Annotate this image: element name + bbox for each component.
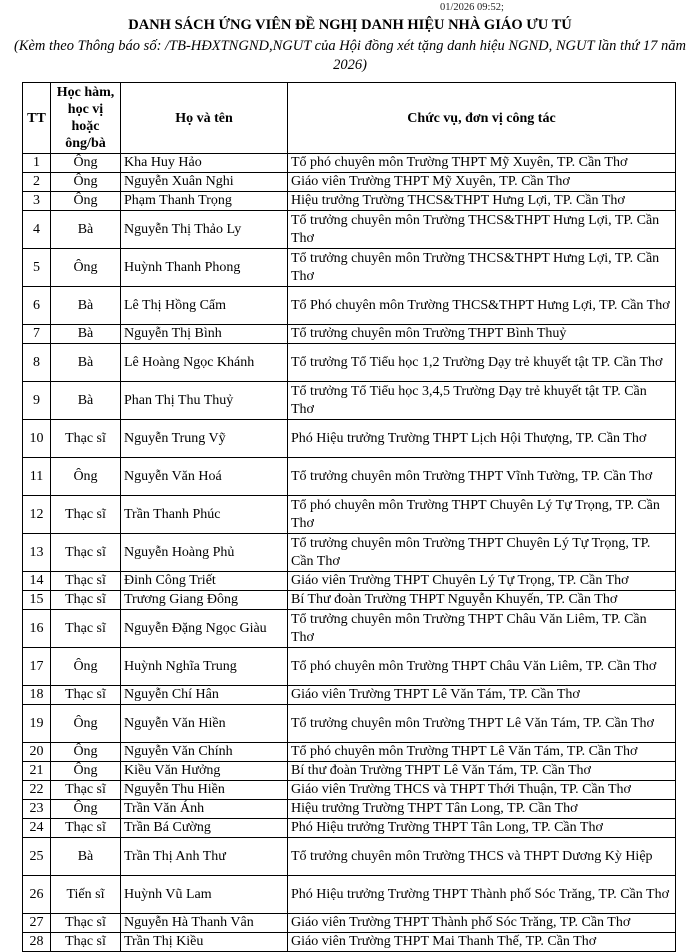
table-row — [23, 648, 676, 686]
cell-position: Giáo viên Trường THPT Mai Thanh Thế, TP. Cần Thơ — [288, 933, 676, 952]
cell-position: Giáo viên Trường THPT Thành phố Sóc Trăng, TP. Cần Thơ — [288, 914, 676, 933]
cell-position: Tổ trưởng Tổ Tiểu học 3,4,5 Trường Dạy trẻ khuyết tật TP. Cần Thơ — [288, 382, 676, 420]
table-row — [23, 325, 676, 344]
cell-name: Nguyễn Hà Thanh Vân — [121, 914, 288, 933]
cell-title: Bà — [51, 344, 121, 382]
cell-title: Thạc sĩ — [51, 819, 121, 838]
cell-tt: 25 — [23, 838, 51, 876]
cell-name: Nguyễn Đặng Ngọc Giàu — [121, 610, 288, 648]
cell-title: Bà — [51, 211, 121, 249]
table-row — [23, 287, 676, 325]
table-row — [23, 154, 676, 173]
cell-position: Phó Hiệu trưởng Trường THPT Tân Long, TP. Cần Thơ — [288, 819, 676, 838]
cell-tt: 28 — [23, 933, 51, 952]
header-position: Chức vụ, đơn vị công tác — [288, 83, 676, 154]
cell-position: Tổ trưởng chuyên môn Trường THCS&THPT Hưng Lợi, TP. Cần Thơ — [288, 249, 676, 287]
header-title: Học hàm, học vị hoặc ông/bà — [51, 83, 121, 154]
table-row — [23, 610, 676, 648]
cell-tt: 7 — [23, 325, 51, 344]
cell-title: Thạc sĩ — [51, 591, 121, 610]
cell-tt: 9 — [23, 382, 51, 420]
cell-title: Ông — [51, 762, 121, 781]
table-row — [23, 420, 676, 458]
table-row — [23, 458, 676, 496]
cell-tt: 5 — [23, 249, 51, 287]
cell-title: Ông — [51, 249, 121, 287]
cell-position: Phó Hiệu trưởng Trường THPT Lịch Hội Thượng, TP. Cần Thơ — [288, 420, 676, 458]
cell-tt: 27 — [23, 914, 51, 933]
table-row — [23, 249, 676, 287]
cell-position: Hiệu trưởng Trường THCS&THPT Hưng Lợi, TP. Cần Thơ — [288, 192, 676, 211]
cell-position: Tổ phó chuyên môn Trường THPT Chuyên Lý Tự Trọng, TP. Cần Thơ — [288, 496, 676, 534]
cell-title: Bà — [51, 287, 121, 325]
cell-tt: 11 — [23, 458, 51, 496]
cell-name: Nguyễn Văn Hoá — [121, 458, 288, 496]
document-title: DANH SÁCH ỨNG VIÊN ĐỀ NGHỊ DANH HIỆU NHÀ GIÁO ƯU TÚ — [128, 17, 572, 33]
cell-position: Tổ phó chuyên môn Trường THPT Lê Văn Tám, TP. Cần Thơ — [288, 743, 676, 762]
cell-title: Ông — [51, 743, 121, 762]
cell-title: Ông — [51, 173, 121, 192]
cell-tt: 17 — [23, 648, 51, 686]
cell-title: Thạc sĩ — [51, 420, 121, 458]
cell-title: Thạc sĩ — [51, 781, 121, 800]
cell-title: Ông — [51, 192, 121, 211]
table-header-row — [23, 83, 676, 154]
cell-tt: 4 — [23, 211, 51, 249]
cell-name: Đinh Công Triết — [121, 572, 288, 591]
table-row — [23, 933, 676, 952]
cell-position: Bí Thư đoàn Trường THPT Nguyễn Khuyến, TP. Cần Thơ — [288, 591, 676, 610]
cell-position: Giáo viên Trường THPT Mỹ Xuyên, TP. Cần Thơ — [288, 173, 676, 192]
cell-name: Nguyễn Thị Bình — [121, 325, 288, 344]
cell-tt: 2 — [23, 173, 51, 192]
cell-tt: 21 — [23, 762, 51, 781]
cell-position: Tổ phó chuyên môn Trường THPT Châu Văn Liêm, TP. Cần Thơ — [288, 648, 676, 686]
cell-tt: 19 — [23, 705, 51, 743]
cell-name: Trần Thanh Phúc — [121, 496, 288, 534]
cell-tt: 15 — [23, 591, 51, 610]
cell-position: Tổ trưởng chuyên môn Trường THPT Lê Văn Tám, TP. Cần Thơ — [288, 705, 676, 743]
cell-title: Ông — [51, 648, 121, 686]
cell-position: Tổ trưởng chuyên môn Trường THCS và THPT Dương Kỳ Hiệp — [288, 838, 676, 876]
table-row — [23, 762, 676, 781]
cell-position: Bí thư đoàn Trường THPT Lê Văn Tám, TP. Cần Thơ — [288, 762, 676, 781]
cell-position: Giáo viên Trường THPT Chuyên Lý Tự Trọng, TP. Cần Thơ — [288, 572, 676, 591]
table-row — [23, 686, 676, 705]
cell-position: Tổ trưởng chuyên môn Trường THCS&THPT Hưng Lợi, TP. Cần Thơ — [288, 211, 676, 249]
table-row — [23, 781, 676, 800]
cell-name: Huỳnh Nghĩa Trung — [121, 648, 288, 686]
cell-position: Tổ trưởng chuyên môn Trường THPT Châu Văn Liêm, TP. Cần Thơ — [288, 610, 676, 648]
cell-name: Kha Huy Hảo — [121, 154, 288, 173]
cell-title: Ông — [51, 154, 121, 173]
cell-name: Nguyễn Trung Vỹ — [121, 420, 288, 458]
cell-tt: 10 — [23, 420, 51, 458]
cell-name: Lê Hoàng Ngọc Khánh — [121, 344, 288, 382]
cell-name: Kiều Văn Hưởng — [121, 762, 288, 781]
cell-title: Tiến sĩ — [51, 876, 121, 914]
table-row — [23, 382, 676, 420]
cell-tt: 26 — [23, 876, 51, 914]
cell-name: Nguyễn Văn Chính — [121, 743, 288, 762]
table-row — [23, 819, 676, 838]
cell-name: Lê Thị Hồng Cẩm — [121, 287, 288, 325]
cell-name: Trần Bá Cường — [121, 819, 288, 838]
candidate-table — [22, 82, 676, 952]
table-row — [23, 496, 676, 534]
cell-position: Tổ trưởng Tổ Tiểu học 1,2 Trường Dạy trẻ khuyết tật TP. Cần Thơ — [288, 344, 676, 382]
cell-position: Giáo viên Trường THPT Lê Văn Tám, TP. Cần Thơ — [288, 686, 676, 705]
cell-title: Thạc sĩ — [51, 534, 121, 572]
table-row — [23, 173, 676, 192]
cell-name: Trần Thị Anh Thư — [121, 838, 288, 876]
table-row — [23, 743, 676, 762]
cell-name: Trần Văn Ánh — [121, 800, 288, 819]
table-row — [23, 591, 676, 610]
signature-stamp: 01/2026 09:52; — [440, 2, 504, 13]
cell-tt: 20 — [23, 743, 51, 762]
cell-title: Thạc sĩ — [51, 610, 121, 648]
cell-position: Tổ trưởng chuyên môn Trường THPT Bình Thuỷ — [288, 325, 676, 344]
table-row — [23, 876, 676, 914]
table-row — [23, 705, 676, 743]
table-row — [23, 211, 676, 249]
cell-tt: 24 — [23, 819, 51, 838]
cell-title: Thạc sĩ — [51, 933, 121, 952]
cell-title: Thạc sĩ — [51, 686, 121, 705]
cell-name: Trần Thị Kiều — [121, 933, 288, 952]
document-subtitle: (Kèm theo Thông báo số: /TB-HĐXTNGND,NGUT của Hội đồng xét tặng danh hiệu NGND, NGUT lần thứ 17 năm 2026) — [14, 38, 686, 73]
table-row — [23, 838, 676, 876]
cell-tt: 1 — [23, 154, 51, 173]
cell-name: Nguyễn Hoàng Phủ — [121, 534, 288, 572]
cell-title: Ông — [51, 800, 121, 819]
cell-name: Phạm Thanh Trọng — [121, 192, 288, 211]
cell-tt: 16 — [23, 610, 51, 648]
table-row — [23, 572, 676, 591]
table-row — [23, 914, 676, 933]
cell-tt: 14 — [23, 572, 51, 591]
cell-name: Huỳnh Vũ Lam — [121, 876, 288, 914]
cell-title: Ông — [51, 705, 121, 743]
table-row — [23, 534, 676, 572]
cell-position: Giáo viên Trường THCS và THPT Thới Thuận, TP. Cần Thơ — [288, 781, 676, 800]
cell-title: Ông — [51, 458, 121, 496]
cell-name: Huỳnh Thanh Phong — [121, 249, 288, 287]
cell-tt: 13 — [23, 534, 51, 572]
cell-tt: 6 — [23, 287, 51, 325]
table-row — [23, 800, 676, 819]
cell-position: Tổ phó chuyên môn Trường THPT Mỹ Xuyên, TP. Cần Thơ — [288, 154, 676, 173]
cell-name: Phan Thị Thu Thuỷ — [121, 382, 288, 420]
cell-title: Bà — [51, 382, 121, 420]
cell-name: Nguyễn Chí Hân — [121, 686, 288, 705]
cell-tt: 23 — [23, 800, 51, 819]
cell-tt: 18 — [23, 686, 51, 705]
cell-title: Bà — [51, 838, 121, 876]
cell-name: Nguyễn Xuân Nghi — [121, 173, 288, 192]
cell-position: Tổ trưởng chuyên môn Trường THPT Chuyên Lý Tự Trọng, TP. Cần Thơ — [288, 534, 676, 572]
cell-position: Tổ trưởng chuyên môn Trường THPT Vĩnh Tường, TP. Cần Thơ — [288, 458, 676, 496]
cell-name: Nguyễn Văn Hiền — [121, 705, 288, 743]
table-row — [23, 192, 676, 211]
cell-position: Hiệu trưởng Trường THPT Tân Long, TP. Cần Thơ — [288, 800, 676, 819]
cell-title: Thạc sĩ — [51, 572, 121, 591]
cell-position: Tổ Phó chuyên môn Trường THCS&THPT Hưng Lợi, TP. Cần Thơ — [288, 287, 676, 325]
cell-tt: 8 — [23, 344, 51, 382]
cell-name: Nguyễn Thu Hiền — [121, 781, 288, 800]
cell-name: Trương Giang Đông — [121, 591, 288, 610]
cell-position: Phó Hiệu trưởng Trường THPT Thành phố Sóc Trăng, TP. Cần Thơ — [288, 876, 676, 914]
header-name: Họ và tên — [121, 83, 288, 154]
cell-title: Thạc sĩ — [51, 914, 121, 933]
header-tt: TT — [23, 83, 51, 154]
cell-tt: 22 — [23, 781, 51, 800]
cell-tt: 3 — [23, 192, 51, 211]
table-row — [23, 344, 676, 382]
cell-name: Nguyễn Thị Thảo Ly — [121, 211, 288, 249]
cell-title: Bà — [51, 325, 121, 344]
cell-title: Thạc sĩ — [51, 496, 121, 534]
cell-tt: 12 — [23, 496, 51, 534]
